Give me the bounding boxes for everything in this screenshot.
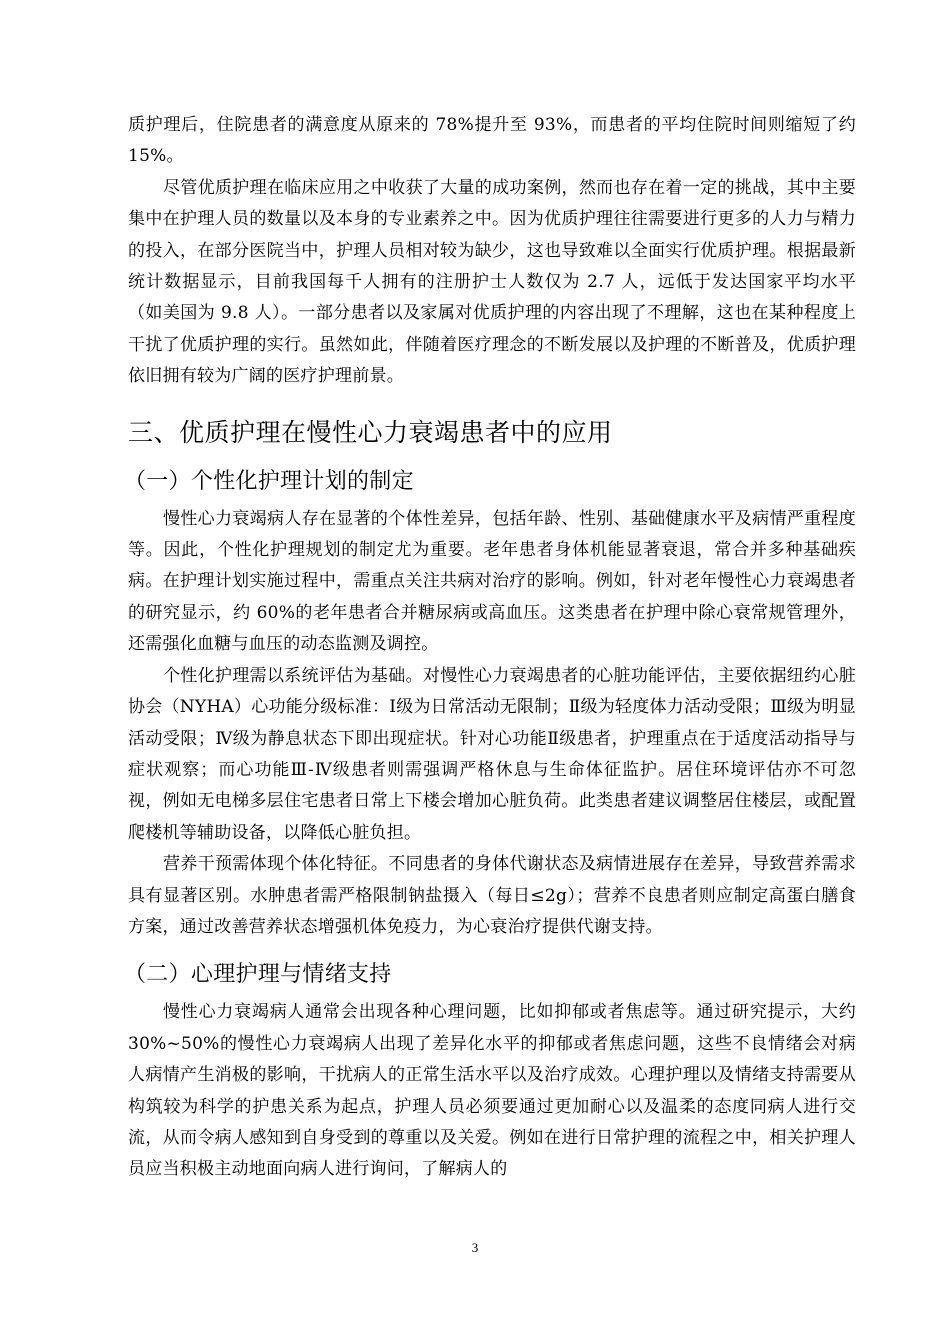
paragraph-individual-differences: 慢性心力衰竭病人存在显著的个体性差异，包括年龄、性别、基础健康水平及病情严重程度等。因此，个性化护理规划的制定尤为重要。老年患者身体机能显著衰退，常合并多种基础疾病。在护理计划实施过程中，需重点关注共病对治疗的影响。例如，针对老年慢性心力衰竭患者的研究显示，约 60%的老年患者合并糖尿病或高血压。这类患者在护理中除心衰常规管理外，还需强化血糖与血压的动态监测及调控。 xyxy=(128,508,856,655)
page-number: 3 xyxy=(471,1240,479,1255)
paragraph-nutrition-intervention: 营养干预需体现个体化特征。不同患者的身体代谢状态及病情进展存在差异，导致营养需求具有显著区别。水肿患者需严格限制钠盐摄入（每日≤2g）；营养不良患者则应制定高蛋白膳食方案，通过改善营养状态增强机体免疫力，为心衰治疗提供代谢支持。 xyxy=(128,854,856,937)
paragraph-challenges: 尽管优质护理在临床应用之中收获了大量的成功案例，然而也存在着一定的挑战，其中主要集中在护理人员的数量以及本身的专业素养之中。因为优质护理往往需要进行更多的人力与精力的投入，在部分医院当中，护理人员相对较为缺少，这也导致难以全面实行优质护理。根据最新统计数据显示，目前我国每千人拥有的注册护士人数仅为 2.7 人，远低于发达国家平均水平（如美国为 9.8 人）。一部分患者以及家属对优质护理的内容出现了不理解，这也在某种程度上干扰了优质护理的实行。虽然如此，伴随着医疗理念的不断发展以及护理的不断普及，优质护理依旧拥有较为广阔的医疗护理前景。 xyxy=(128,177,856,387)
page-body xyxy=(124,110,856,1186)
paragraph-continuation: 质护理后，住院患者的满意度从原来的 78%提升至 93%，而患者的平均住院时间则缩短了约 15%。 xyxy=(128,115,856,167)
subsection-heading-personalized-plan: （一）个性化护理计划的制定 xyxy=(124,468,414,494)
subsection-heading-psychological-care: （二）心理护理与情绪支持 xyxy=(124,962,392,988)
paragraph-psychological-problems: 慢性心力衰竭病人通常会出现各种心理问题，比如抑郁或者焦虑等。通过研究提示，大约 30%~50%的慢性心力衰竭病人出现了差异化水平的抑郁或者焦虑问题，这些不良情绪会对病人病情产生消极的影响，干扰病人的正常生活水平以及治疗成效。心理护理以及情绪支持需要从构筑较为科学的护患关系为起点，护理人员必须要通过更加耐心以及温柔的态度同病人进行交流，从而令病人感知到自身受到的尊重以及关爱。例如在进行日常护理的流程之中，相关护理人员应当积极主动地面向病人进行询问，了解病人的 xyxy=(128,1002,856,1180)
paragraph-systematic-assessment: 个性化护理需以系统评估为基础。对慢性心力衰竭患者的心脏功能评估，主要依据纽约心脏协会（NYHA）心功能分级标准：Ⅰ级为日常活动无限制；Ⅱ级为轻度体力活动受限；Ⅲ级为明显活动受限；Ⅳ级为静息状态下即出现症状。针对心功能Ⅱ级患者，护理重点在于适度活动指导与症状观察；而心功能Ⅲ-Ⅳ级患者则需强调严格休息与生命体征监护。居住环境评估亦不可忽视，例如无电梯多层住宅患者日常上下楼会增加心脏负荷。此类患者建议调整居住楼层，或配置爬楼机等辅助设备，以降低心脏负担。 xyxy=(128,665,856,843)
section-heading: 三、优质护理在慢性心力衰竭患者中的应用 xyxy=(128,417,613,447)
